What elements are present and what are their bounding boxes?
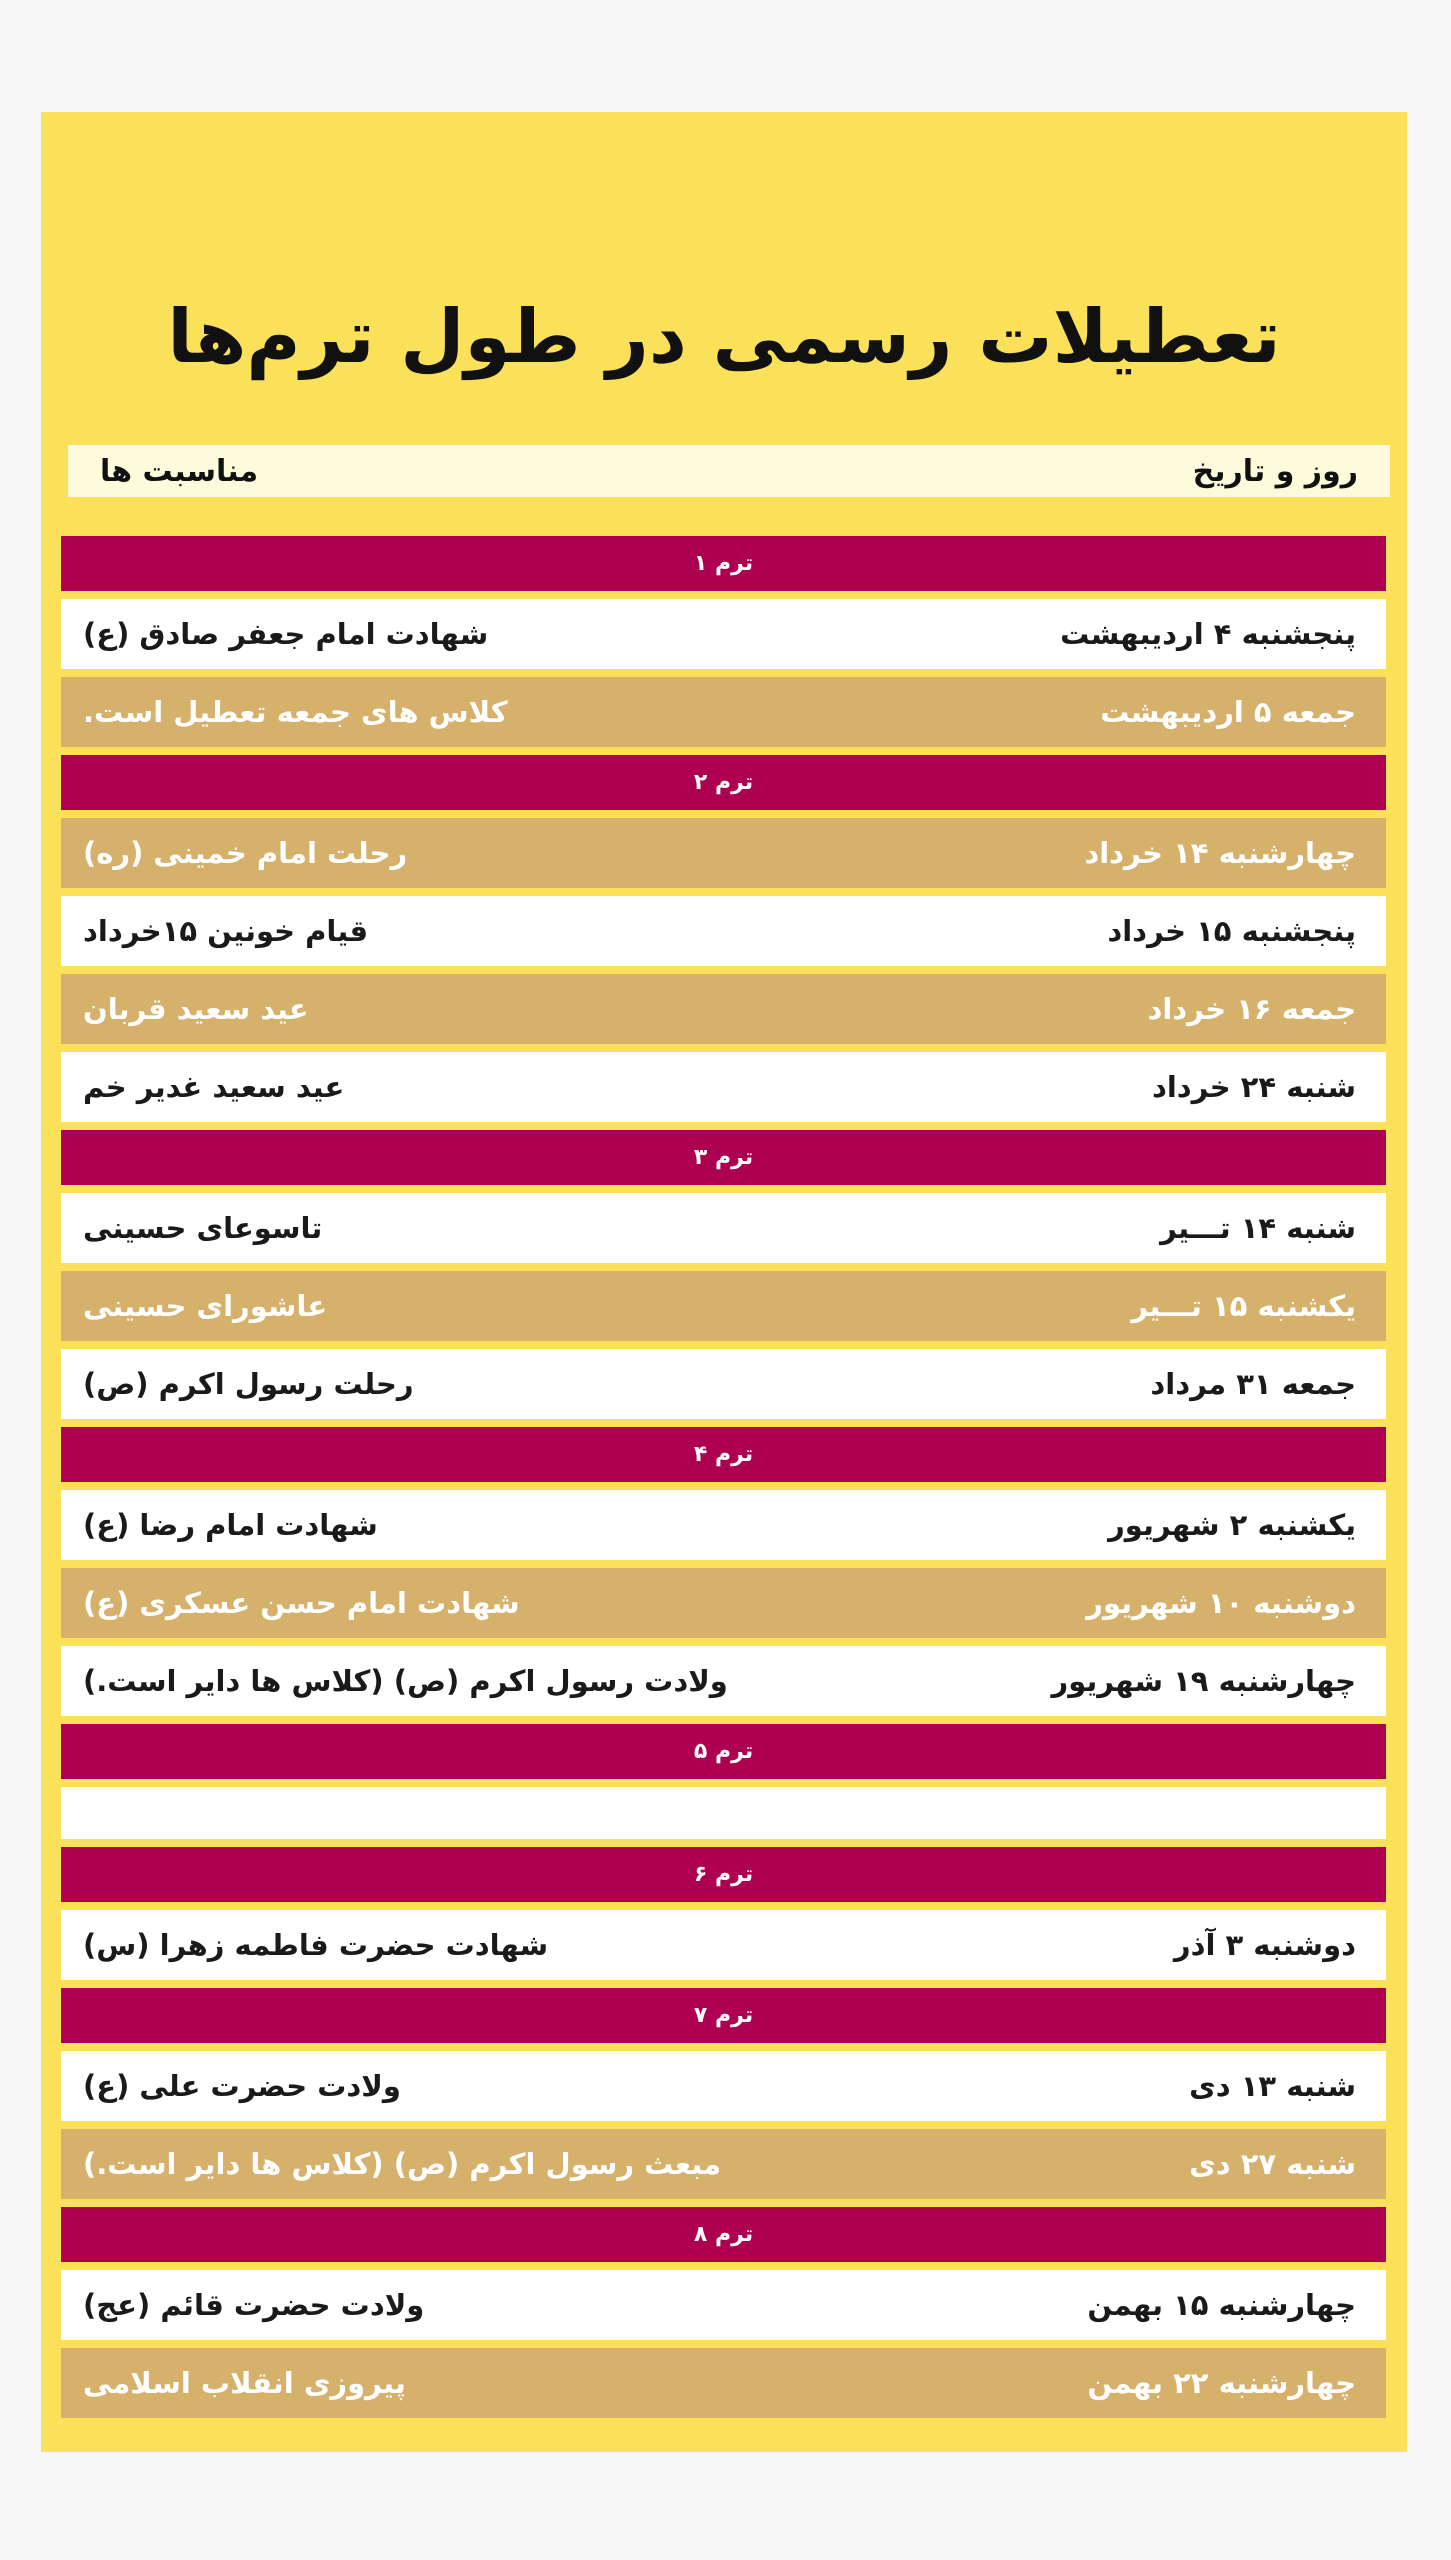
row-occasion: شهادت امام جعفر صادق (ع) xyxy=(83,617,489,651)
term-heading: ترم ۲ xyxy=(61,755,1386,810)
row-date: یکشنبه ۲ شهریور xyxy=(1108,1508,1356,1542)
term-heading: ترم ۵ xyxy=(61,1724,1386,1779)
row-occasion: کلاس های جمعه تعطیل است. xyxy=(83,695,508,729)
row-occasion: رحلت امام خمینی (ره) xyxy=(83,836,408,870)
row-date: جمعه ۵ اردیبهشت xyxy=(1100,695,1356,729)
row-date: جمعه ۳۱ مرداد xyxy=(1150,1367,1356,1401)
row-occasion: شهادت امام حسن عسکری (ع) xyxy=(83,1586,520,1620)
term-heading: ترم ۱ xyxy=(61,536,1386,591)
table-row xyxy=(61,1490,1386,1560)
row-date: چهارشنبه ۱۵ بهمن xyxy=(1087,2288,1356,2322)
table-row xyxy=(61,2270,1386,2340)
row-occasion: ولادت حضرت علی (ع) xyxy=(83,2069,401,2103)
table-row xyxy=(61,896,1386,966)
row-occasion: عید سعید قربان xyxy=(83,992,309,1026)
table-row xyxy=(61,2348,1386,2418)
row-occasion: پیروزی انقلاب اسلامی xyxy=(83,2366,406,2400)
page-title: تعطیلات رسمی در طول ترم‌ها xyxy=(167,294,1281,380)
row-occasion: عید سعید غدیر خم xyxy=(83,1070,345,1104)
row-occasion: ولادت رسول اکرم (ص) (کلاس ها دایر است.) xyxy=(83,1664,728,1698)
row-occasion: شهادت حضرت فاطمه زهرا (س) xyxy=(83,1928,549,1962)
row-occasion: عاشورای حسینی xyxy=(83,1289,328,1323)
row-date: چهارشنبه ۲۲ بهمن xyxy=(1087,2366,1356,2400)
empty-row xyxy=(61,1787,1386,1839)
row-date: شنبه ۱۴ تـــیر xyxy=(1160,1211,1356,1245)
date-column-header: روز و تاریخ xyxy=(1192,453,1358,489)
table-header xyxy=(68,445,1390,497)
table-row xyxy=(61,974,1386,1044)
row-date: شنبه ۱۳ دی xyxy=(1189,2069,1356,2103)
row-occasion: قیام خونین ۱۵خرداد xyxy=(83,914,369,948)
table-row xyxy=(61,1910,1386,1980)
row-date: شنبه ۲۴ خرداد xyxy=(1151,1070,1356,1104)
row-date: دوشنبه ۳ آذر xyxy=(1173,1928,1356,1962)
table-row xyxy=(61,677,1386,747)
holiday-card xyxy=(41,112,1407,2452)
row-date: پنجشنبه ۴ اردیبهشت xyxy=(1060,617,1356,651)
table-row xyxy=(61,818,1386,888)
row-occasion: ولادت حضرت قائم (عج) xyxy=(83,2288,425,2322)
row-occasion: تاسوعای حسینی xyxy=(83,1211,323,1245)
table-row xyxy=(61,2051,1386,2121)
term-heading: ترم ۳ xyxy=(61,1130,1386,1185)
term-heading: ترم ۷ xyxy=(61,1988,1386,2043)
term-heading: ترم ۴ xyxy=(61,1427,1386,1482)
table-row xyxy=(61,2129,1386,2199)
table-row xyxy=(61,1193,1386,1263)
row-date: چهارشنبه ۱۴ خرداد xyxy=(1084,836,1356,870)
term-heading: ترم ۶ xyxy=(61,1847,1386,1902)
table-row xyxy=(61,1646,1386,1716)
row-date: جمعه ۱۶ خرداد xyxy=(1147,992,1356,1026)
row-occasion: مبعث رسول اکرم (ص) (کلاس ها دایر است.) xyxy=(83,2147,722,2181)
table-row xyxy=(61,599,1386,669)
row-date: چهارشنبه ۱۹ شهریور xyxy=(1051,1664,1356,1698)
row-date: شنبه ۲۷ دی xyxy=(1189,2147,1356,2181)
term-heading: ترم ۸ xyxy=(61,2207,1386,2262)
row-date: یکشنبه ۱۵ تـــیر xyxy=(1131,1289,1356,1323)
table-row xyxy=(61,1052,1386,1122)
holiday-table xyxy=(61,536,1386,2426)
row-occasion: رحلت رسول اکرم (ص) xyxy=(83,1367,414,1401)
table-row xyxy=(61,1271,1386,1341)
occasion-column-header: مناسبت ها xyxy=(100,453,259,489)
table-row xyxy=(61,1568,1386,1638)
row-date: دوشنبه ۱۰ شهریور xyxy=(1086,1586,1356,1620)
row-date: پنجشنبه ۱۵ خرداد xyxy=(1107,914,1356,948)
row-occasion: شهادت امام رضا (ع) xyxy=(83,1508,378,1542)
table-row xyxy=(61,1349,1386,1419)
